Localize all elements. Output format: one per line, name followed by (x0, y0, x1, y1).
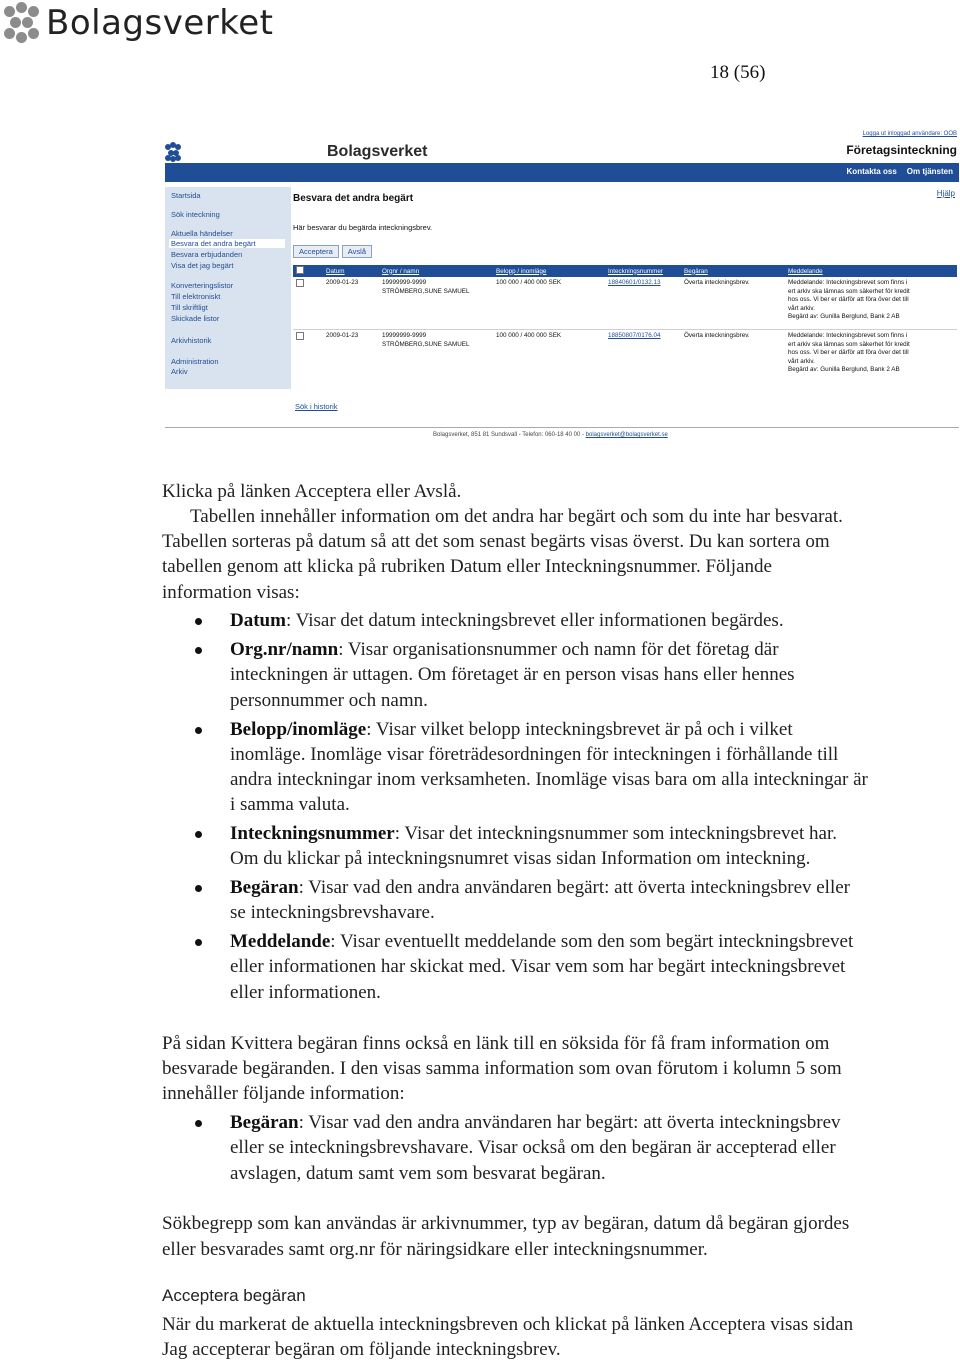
bullet-term: Belopp/inomläge (230, 719, 367, 740)
requested-by: Begärd av: Gunilla Berglund, Bank 2 AB (788, 366, 900, 373)
sidebar-item-start[interactable]: Startsida (171, 191, 201, 200)
text-line: Sökbegrepp som kan användas är arkivnummer, typ av begäran, datum då begäran gjordes (162, 1213, 850, 1234)
bullet-icon (195, 885, 202, 892)
bullet-text: inteckningen är uttagen. Om företaget är en person visas hans eller hennes (230, 664, 795, 685)
embedded-screenshot (163, 127, 959, 445)
sidebar-item-written[interactable]: Till skriftligt (171, 303, 208, 312)
bullet-icon (195, 618, 202, 625)
bullet-term: Org.nr/namn (230, 639, 339, 660)
sidebar-item-admin[interactable]: Administration (171, 357, 219, 366)
bullet-text: i samma valuta. (230, 794, 350, 815)
bullet-begaran-2 (230, 1112, 841, 1134)
sidebar-item-archive-history[interactable]: Arkivhistorik (171, 336, 212, 345)
bullet-icon (195, 647, 202, 654)
logout-link[interactable]: Logga ut inloggad användare: OOB (862, 131, 957, 137)
row-message (785, 277, 957, 330)
reject-button[interactable]: Avslå (342, 245, 372, 258)
row-request: Överta inteckningsbrev. (681, 330, 785, 385)
bullet-text: eller informationen har skickat med. Visar vem som har begärt inteckningsbrevet (230, 956, 846, 977)
bullet-text: eller informationen. (230, 982, 381, 1003)
bullet-icon (195, 727, 202, 734)
bullet-icon (195, 831, 202, 838)
row-amount: 100 000 / 400 000 SEK (496, 279, 562, 286)
text-line: Tabellen innehåller information om det andra har begärt och som du inte har besvarat. (190, 506, 843, 527)
text-line: information visas: (162, 582, 300, 603)
sidebar-item-sent-lists[interactable]: Skickade listor (171, 314, 220, 323)
bullet-text: : Visar vilket belopp inteckningsbrevet är på och i vilket (366, 719, 793, 740)
nav-contact[interactable]: Kontakta oss (846, 167, 897, 176)
screen-heading: Besvara det andra begärt (293, 193, 414, 204)
bullet-text: personnummer och namn. (230, 690, 428, 711)
bullet-text: eller se inteckningsbrevshavare. Visar också om den begäran är accepterad eller (230, 1137, 836, 1158)
column-header-amount: Belopp / inomläge (493, 265, 605, 277)
text-line: På sidan Kvittera begäran finns också en länk till en söksida för få fram information om (162, 1033, 830, 1054)
bullet-begaran (230, 877, 850, 899)
bullet-term: Begäran (230, 877, 299, 898)
message-line: vårt arkiv. (788, 304, 815, 312)
bullet-term: Inteckningsnummer (230, 823, 395, 844)
column-header-request: Begäran (681, 265, 785, 277)
nav-bar (165, 163, 959, 182)
bullet-text: se inteckningsbrevshavare. (230, 902, 435, 923)
bullet-inteckningsnummer (230, 823, 837, 845)
column-header-message: Meddelande (785, 265, 957, 277)
bullet-text: : Visar det inteckningsnummer som inteckningsbrevet har. (394, 823, 837, 844)
row-checkbox[interactable] (296, 332, 304, 340)
sidebar-item-my-requests[interactable]: Visa det jag begärt (171, 261, 234, 270)
text-line: Klicka på länken Acceptera eller Avslå. (162, 481, 462, 502)
bullet-text: : Visar eventuellt meddelande som den som begärt inteckningsbrevet (330, 931, 854, 952)
footer-email-link[interactable]: bolagsverket@bolagsverket.se (585, 432, 668, 438)
message-line: ert arkiv ska lämnas som säkerhet för kredit (788, 287, 910, 295)
footer-text: Bolagsverket, 851 81 Sundsvall - Telefon: 060-18 40 00 - (433, 432, 586, 438)
bullet-meddelande (230, 931, 853, 953)
row-name: STRÖMBERG,SUNE SAMUEL (382, 340, 470, 348)
bullet-term: Datum (230, 610, 286, 631)
bullet-text: : Visar vad den andra användaren har begärt: att överta inteckningsbrev (298, 1112, 841, 1133)
select-all-cell (293, 265, 323, 277)
app-logo (165, 142, 428, 162)
accept-button[interactable]: Acceptera (293, 245, 339, 258)
bullet-text: andra inteckningar inom verksamheten. Inomläge visas bara om alla inteckningar är (230, 769, 868, 790)
row-orgnr: 19999999-9999 (382, 332, 427, 339)
message-line: Meddelande: Inteckningsbrevet som finns i (788, 332, 908, 339)
instruction-text: Här besvarar du begärda inteckningsbrev. (293, 223, 433, 232)
bullet-orgnr (230, 639, 779, 661)
logo-dots-icon (4, 2, 40, 44)
text-line: besvarade begäranden. I den visas samma information som ovan förutom i kolumn 5 som (162, 1058, 842, 1079)
message-line: hos oss. Vi ber er därför att föra över det till (788, 349, 909, 356)
app-logo-icon (165, 142, 181, 162)
column-header-date[interactable]: Datum (323, 265, 379, 277)
message-line: vårt arkiv. (788, 357, 815, 365)
section-heading: Acceptera begäran (162, 1286, 306, 1305)
brand-name: Bolagsverket (46, 3, 274, 43)
bullet-text: : Visar organisationsnummer och namn för det företag där (338, 639, 779, 660)
bullet-term: Begäran (230, 1112, 299, 1133)
row-date: 2009-01-23 (326, 279, 359, 286)
row-message (785, 330, 957, 385)
bullet-term: Meddelande (230, 931, 331, 952)
row-number-link[interactable]: 18850807/0176.04 (608, 332, 661, 339)
sidebar (165, 187, 291, 389)
message-line: ert arkiv ska lämnas som säkerhet för kredit (788, 340, 910, 348)
row-number-link[interactable]: 18840601/0132.13 (608, 279, 661, 286)
column-header-number[interactable]: Inteckningsnummer (605, 265, 681, 277)
sidebar-item-offers[interactable]: Besvara erbjudanden (171, 250, 243, 259)
row-request: Överta inteckningsbrev. (684, 279, 750, 286)
row-orgnr: 19999999-9999 (382, 279, 427, 286)
bullet-belopp (230, 719, 793, 741)
requested-by: Begärd av: Gunilla Berglund, Bank 2 AB (788, 313, 900, 320)
sidebar-item-answer-others[interactable]: Besvara det andra begärt (169, 239, 285, 248)
sidebar-item-archive[interactable]: Arkiv (171, 367, 188, 376)
message-line: Meddelande: Inteckningsbrevet som finns i (788, 279, 908, 286)
sidebar-item-events[interactable]: Aktuella händelser (171, 229, 233, 238)
app-brand: Bolagsverket (327, 143, 428, 160)
sidebar-item-electronic[interactable]: Till elektroniskt (171, 292, 221, 301)
help-link[interactable]: Hjälp (936, 189, 955, 198)
footer-divider (165, 427, 959, 428)
column-header-orgnr: Orgnr / namn (379, 265, 493, 277)
row-checkbox[interactable] (296, 279, 304, 287)
text-line: innehåller följande information: (162, 1083, 405, 1104)
service-title: Företagsinteckning (846, 143, 957, 157)
bullet-icon (195, 1120, 202, 1127)
page-logo (4, 0, 273, 46)
sidebar-item-conversion[interactable]: Konverteringslistor (171, 281, 234, 290)
nav-about[interactable]: Om tjänsten (906, 167, 953, 176)
bullet-text: : Visar vad den andra användaren begärt: att överta inteckningsbrev eller (298, 877, 850, 898)
page-number: 18 (56) (710, 62, 766, 83)
sidebar-item-search[interactable]: Sök inteckning (171, 210, 220, 219)
text-line: Tabellen sorteras på datum så att det som senast begärts visas överst. Du kan sortera om (162, 531, 830, 552)
table-row (293, 277, 957, 330)
text-line: tabellen genom att klicka på rubriken Datum eller Inteckningsnummer. Följande (162, 556, 772, 577)
text-line: eller besvarades samt org.nr för näringsidkare eller inteckningsnummer. (162, 1239, 708, 1260)
search-history-link[interactable]: Sök i historik (295, 402, 338, 411)
message-line: hos oss. Vi ber er därför att föra över det till (788, 296, 909, 303)
row-name: STRÖMBERG,SUNE SAMUEL (382, 287, 470, 295)
bullet-datum (230, 610, 784, 632)
bullet-icon (195, 939, 202, 946)
row-date: 2009-01-23 (323, 330, 379, 385)
bullet-text: inomläge. Inomläge visar företrädesordningen för inteckningen i förhållande till (230, 744, 839, 765)
app-footer (433, 432, 668, 438)
bullet-text: avslagen, datum samt vem som besvarat begäran. (230, 1163, 606, 1184)
select-all-checkbox[interactable] (296, 266, 304, 274)
bullet-text: Om du klickar på inteckningsnumret visas sidan Information om inteckning. (230, 848, 811, 869)
bullet-text: : Visar det datum inteckningsbrevet eller informationen begärdes. (285, 610, 784, 631)
text-line: När du markerat de aktuella inteckningsbreven och klickat på länken Acceptera visas sidan (162, 1314, 854, 1335)
requests-table (293, 265, 957, 384)
table-row (293, 330, 957, 385)
text-line: Jag accepterar begäran om följande inteckningsbrev. (162, 1339, 561, 1360)
row-amount: 100 000 / 400 000 SEK (493, 330, 605, 385)
